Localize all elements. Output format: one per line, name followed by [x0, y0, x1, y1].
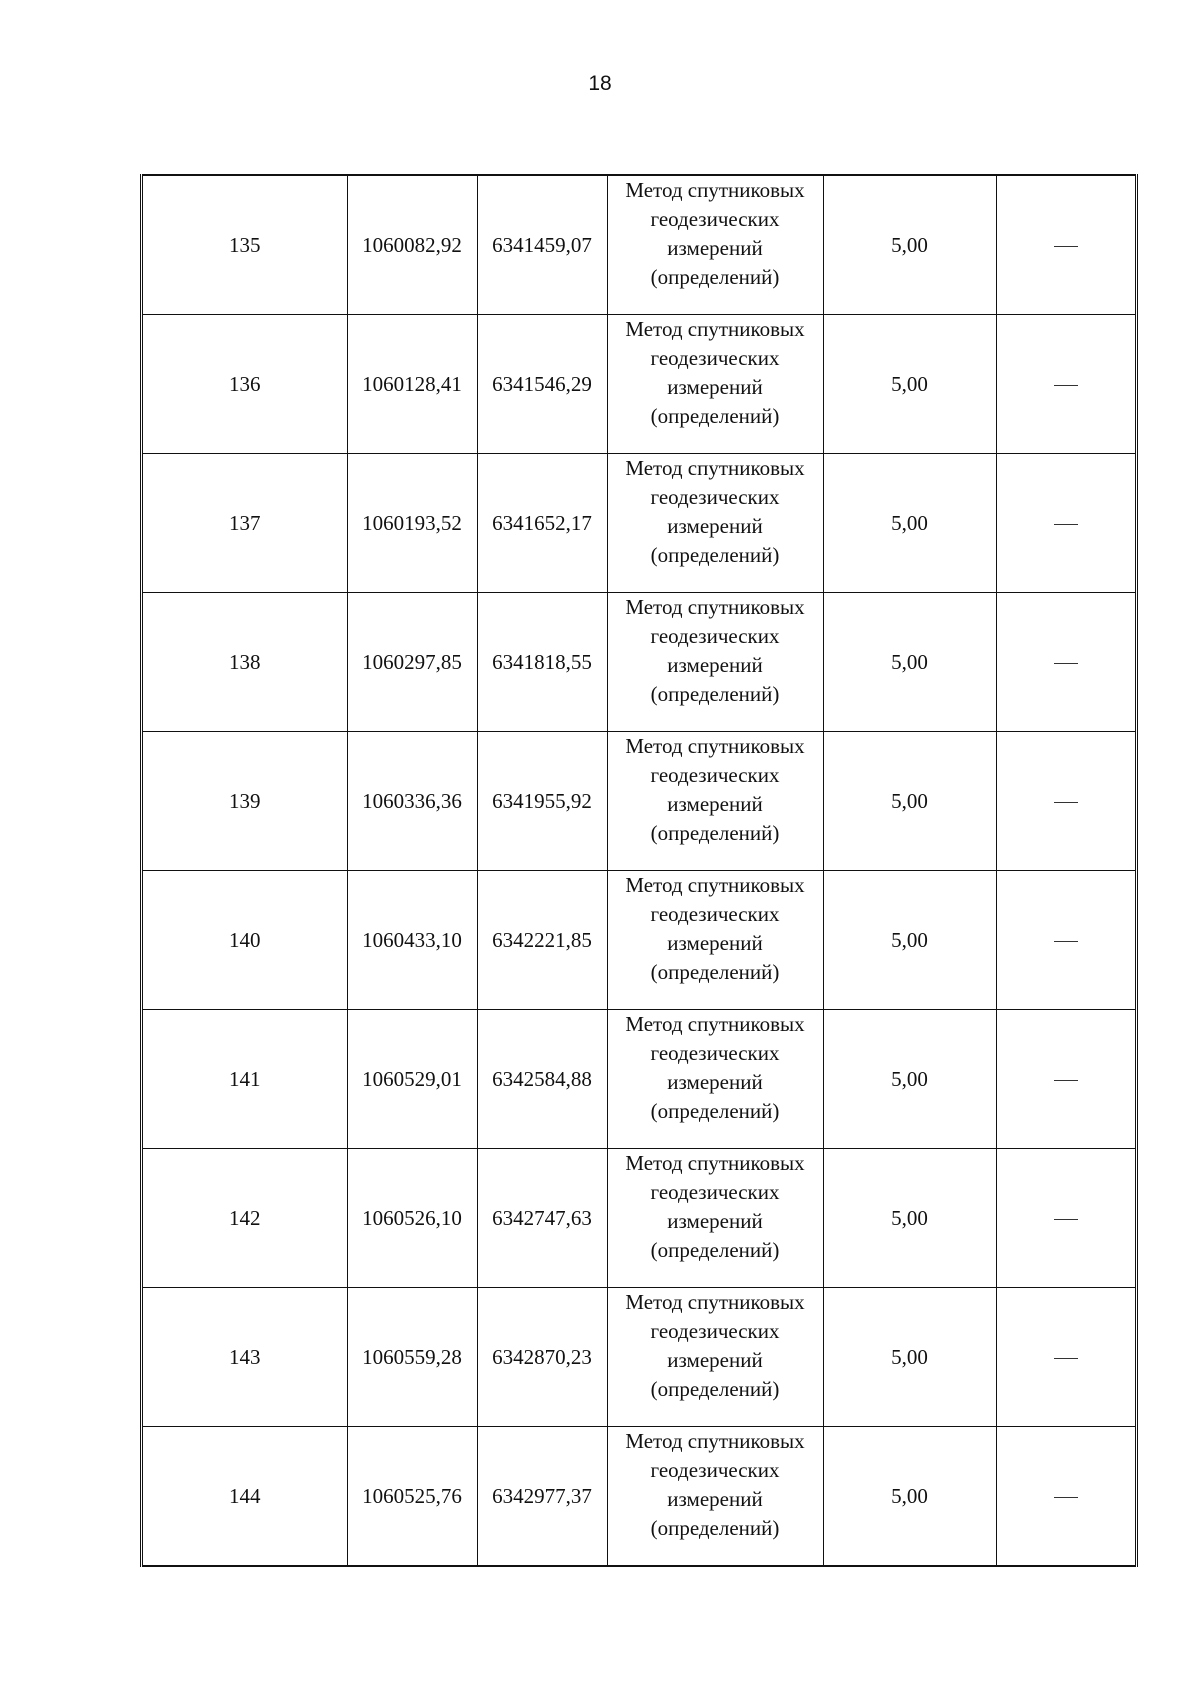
method-line: измерений	[667, 1209, 763, 1233]
method-line: Метод спутниковых	[625, 873, 805, 897]
y-coordinate-cell: 6341652,17	[477, 454, 607, 593]
x-coordinate-cell: 1060433,10	[347, 871, 477, 1010]
method-line: измерений	[667, 1348, 763, 1372]
method-line: измерений	[667, 1070, 763, 1094]
note-cell	[996, 175, 1135, 315]
accuracy-cell: 5,00	[823, 454, 996, 593]
method-line: измерений	[667, 931, 763, 955]
note-cell	[996, 732, 1135, 871]
method-line: Метод спутниковых	[625, 317, 805, 341]
method-line: геодезических	[650, 1458, 780, 1482]
method-cell	[607, 871, 823, 1010]
y-coordinate-cell: 6341818,55	[477, 593, 607, 732]
method-line: Метод спутниковых	[625, 456, 805, 480]
coordinates-table	[140, 174, 1138, 1567]
table-row	[143, 1010, 1135, 1149]
accuracy-cell: 5,00	[823, 1427, 996, 1567]
table-row	[143, 732, 1135, 871]
method-line: геодезических	[650, 763, 780, 787]
point-number-cell: 143	[143, 1288, 347, 1427]
accuracy-cell: 5,00	[823, 1149, 996, 1288]
method-cell	[607, 1010, 823, 1149]
dash-mark	[1054, 1080, 1078, 1081]
method-line: (определений)	[650, 821, 780, 845]
dash-mark	[1054, 802, 1078, 803]
table-row	[143, 454, 1135, 593]
method-line: (определений)	[650, 960, 780, 984]
x-coordinate-cell: 1060128,41	[347, 315, 477, 454]
y-coordinate-cell: 6341459,07	[477, 175, 607, 315]
method-cell	[607, 732, 823, 871]
method-cell	[607, 315, 823, 454]
dash-mark	[1054, 941, 1078, 942]
point-number-cell: 136	[143, 315, 347, 454]
accuracy-cell: 5,00	[823, 732, 996, 871]
method-line: Метод спутниковых	[625, 734, 805, 758]
point-number-cell: 139	[143, 732, 347, 871]
method-line: измерений	[667, 1487, 763, 1511]
note-cell	[996, 871, 1135, 1010]
note-cell	[996, 315, 1135, 454]
accuracy-cell: 5,00	[823, 1010, 996, 1149]
x-coordinate-cell: 1060559,28	[347, 1288, 477, 1427]
method-line: измерений	[667, 236, 763, 260]
method-line: измерений	[667, 375, 763, 399]
method-line: геодезических	[650, 1319, 780, 1343]
point-number-cell: 142	[143, 1149, 347, 1288]
point-number-cell: 138	[143, 593, 347, 732]
point-number-cell: 144	[143, 1427, 347, 1567]
method-line: геодезических	[650, 207, 780, 231]
method-line: Метод спутниковых	[625, 595, 805, 619]
method-line: Метод спутниковых	[625, 178, 805, 202]
x-coordinate-cell: 1060082,92	[347, 175, 477, 315]
note-cell	[996, 593, 1135, 732]
y-coordinate-cell: 6342747,63	[477, 1149, 607, 1288]
point-number-cell: 135	[143, 175, 347, 315]
method-line: геодезических	[650, 346, 780, 370]
dash-mark	[1054, 1358, 1078, 1359]
table-row	[143, 315, 1135, 454]
method-line: (определений)	[650, 1238, 780, 1262]
table-row	[143, 1427, 1135, 1567]
method-cell	[607, 1427, 823, 1567]
method-line: измерений	[667, 792, 763, 816]
accuracy-cell: 5,00	[823, 315, 996, 454]
dash-mark	[1054, 246, 1078, 247]
accuracy-cell: 5,00	[823, 1288, 996, 1427]
accuracy-cell: 5,00	[823, 175, 996, 315]
method-line: (определений)	[650, 265, 780, 289]
note-cell	[996, 1010, 1135, 1149]
dash-mark	[1054, 663, 1078, 664]
y-coordinate-cell: 6342221,85	[477, 871, 607, 1010]
method-line: (определений)	[650, 404, 780, 428]
point-number-cell: 137	[143, 454, 347, 593]
point-number-cell: 141	[143, 1010, 347, 1149]
dash-mark	[1054, 1219, 1078, 1220]
point-number-cell: 140	[143, 871, 347, 1010]
method-line: Метод спутниковых	[625, 1012, 805, 1036]
method-line: (определений)	[650, 682, 780, 706]
method-line: геодезических	[650, 485, 780, 509]
y-coordinate-cell: 6341546,29	[477, 315, 607, 454]
method-line: измерений	[667, 653, 763, 677]
method-cell	[607, 593, 823, 732]
note-cell	[996, 1288, 1135, 1427]
method-line: геодезических	[650, 1041, 780, 1065]
y-coordinate-cell: 6342584,88	[477, 1010, 607, 1149]
table-row	[143, 1149, 1135, 1288]
y-coordinate-cell: 6342977,37	[477, 1427, 607, 1567]
method-line: (определений)	[650, 543, 780, 567]
table-row	[143, 871, 1135, 1010]
method-line: (определений)	[650, 1377, 780, 1401]
x-coordinate-cell: 1060526,10	[347, 1149, 477, 1288]
method-line: геодезических	[650, 902, 780, 926]
dash-mark	[1054, 385, 1078, 386]
accuracy-cell: 5,00	[823, 593, 996, 732]
accuracy-cell: 5,00	[823, 871, 996, 1010]
note-cell	[996, 454, 1135, 593]
method-cell	[607, 175, 823, 315]
table-row	[143, 593, 1135, 732]
method-line: геодезических	[650, 624, 780, 648]
method-line: геодезических	[650, 1180, 780, 1204]
x-coordinate-cell: 1060529,01	[347, 1010, 477, 1149]
method-line: Метод спутниковых	[625, 1429, 805, 1453]
method-cell	[607, 1149, 823, 1288]
method-line: Метод спутниковых	[625, 1151, 805, 1175]
method-line: Метод спутниковых	[625, 1290, 805, 1314]
method-line: измерений	[667, 514, 763, 538]
page-number: 18	[588, 72, 612, 95]
y-coordinate-cell: 6342870,23	[477, 1288, 607, 1427]
table-row	[143, 1288, 1135, 1427]
method-line: (определений)	[650, 1099, 780, 1123]
x-coordinate-cell: 1060336,36	[347, 732, 477, 871]
dash-mark	[1054, 524, 1078, 525]
method-line: (определений)	[650, 1516, 780, 1540]
method-cell	[607, 454, 823, 593]
x-coordinate-cell: 1060193,52	[347, 454, 477, 593]
note-cell	[996, 1427, 1135, 1567]
method-cell	[607, 1288, 823, 1427]
y-coordinate-cell: 6341955,92	[477, 732, 607, 871]
table-row	[143, 175, 1135, 315]
x-coordinate-cell: 1060525,76	[347, 1427, 477, 1567]
note-cell	[996, 1149, 1135, 1288]
dash-mark	[1054, 1497, 1078, 1498]
x-coordinate-cell: 1060297,85	[347, 593, 477, 732]
